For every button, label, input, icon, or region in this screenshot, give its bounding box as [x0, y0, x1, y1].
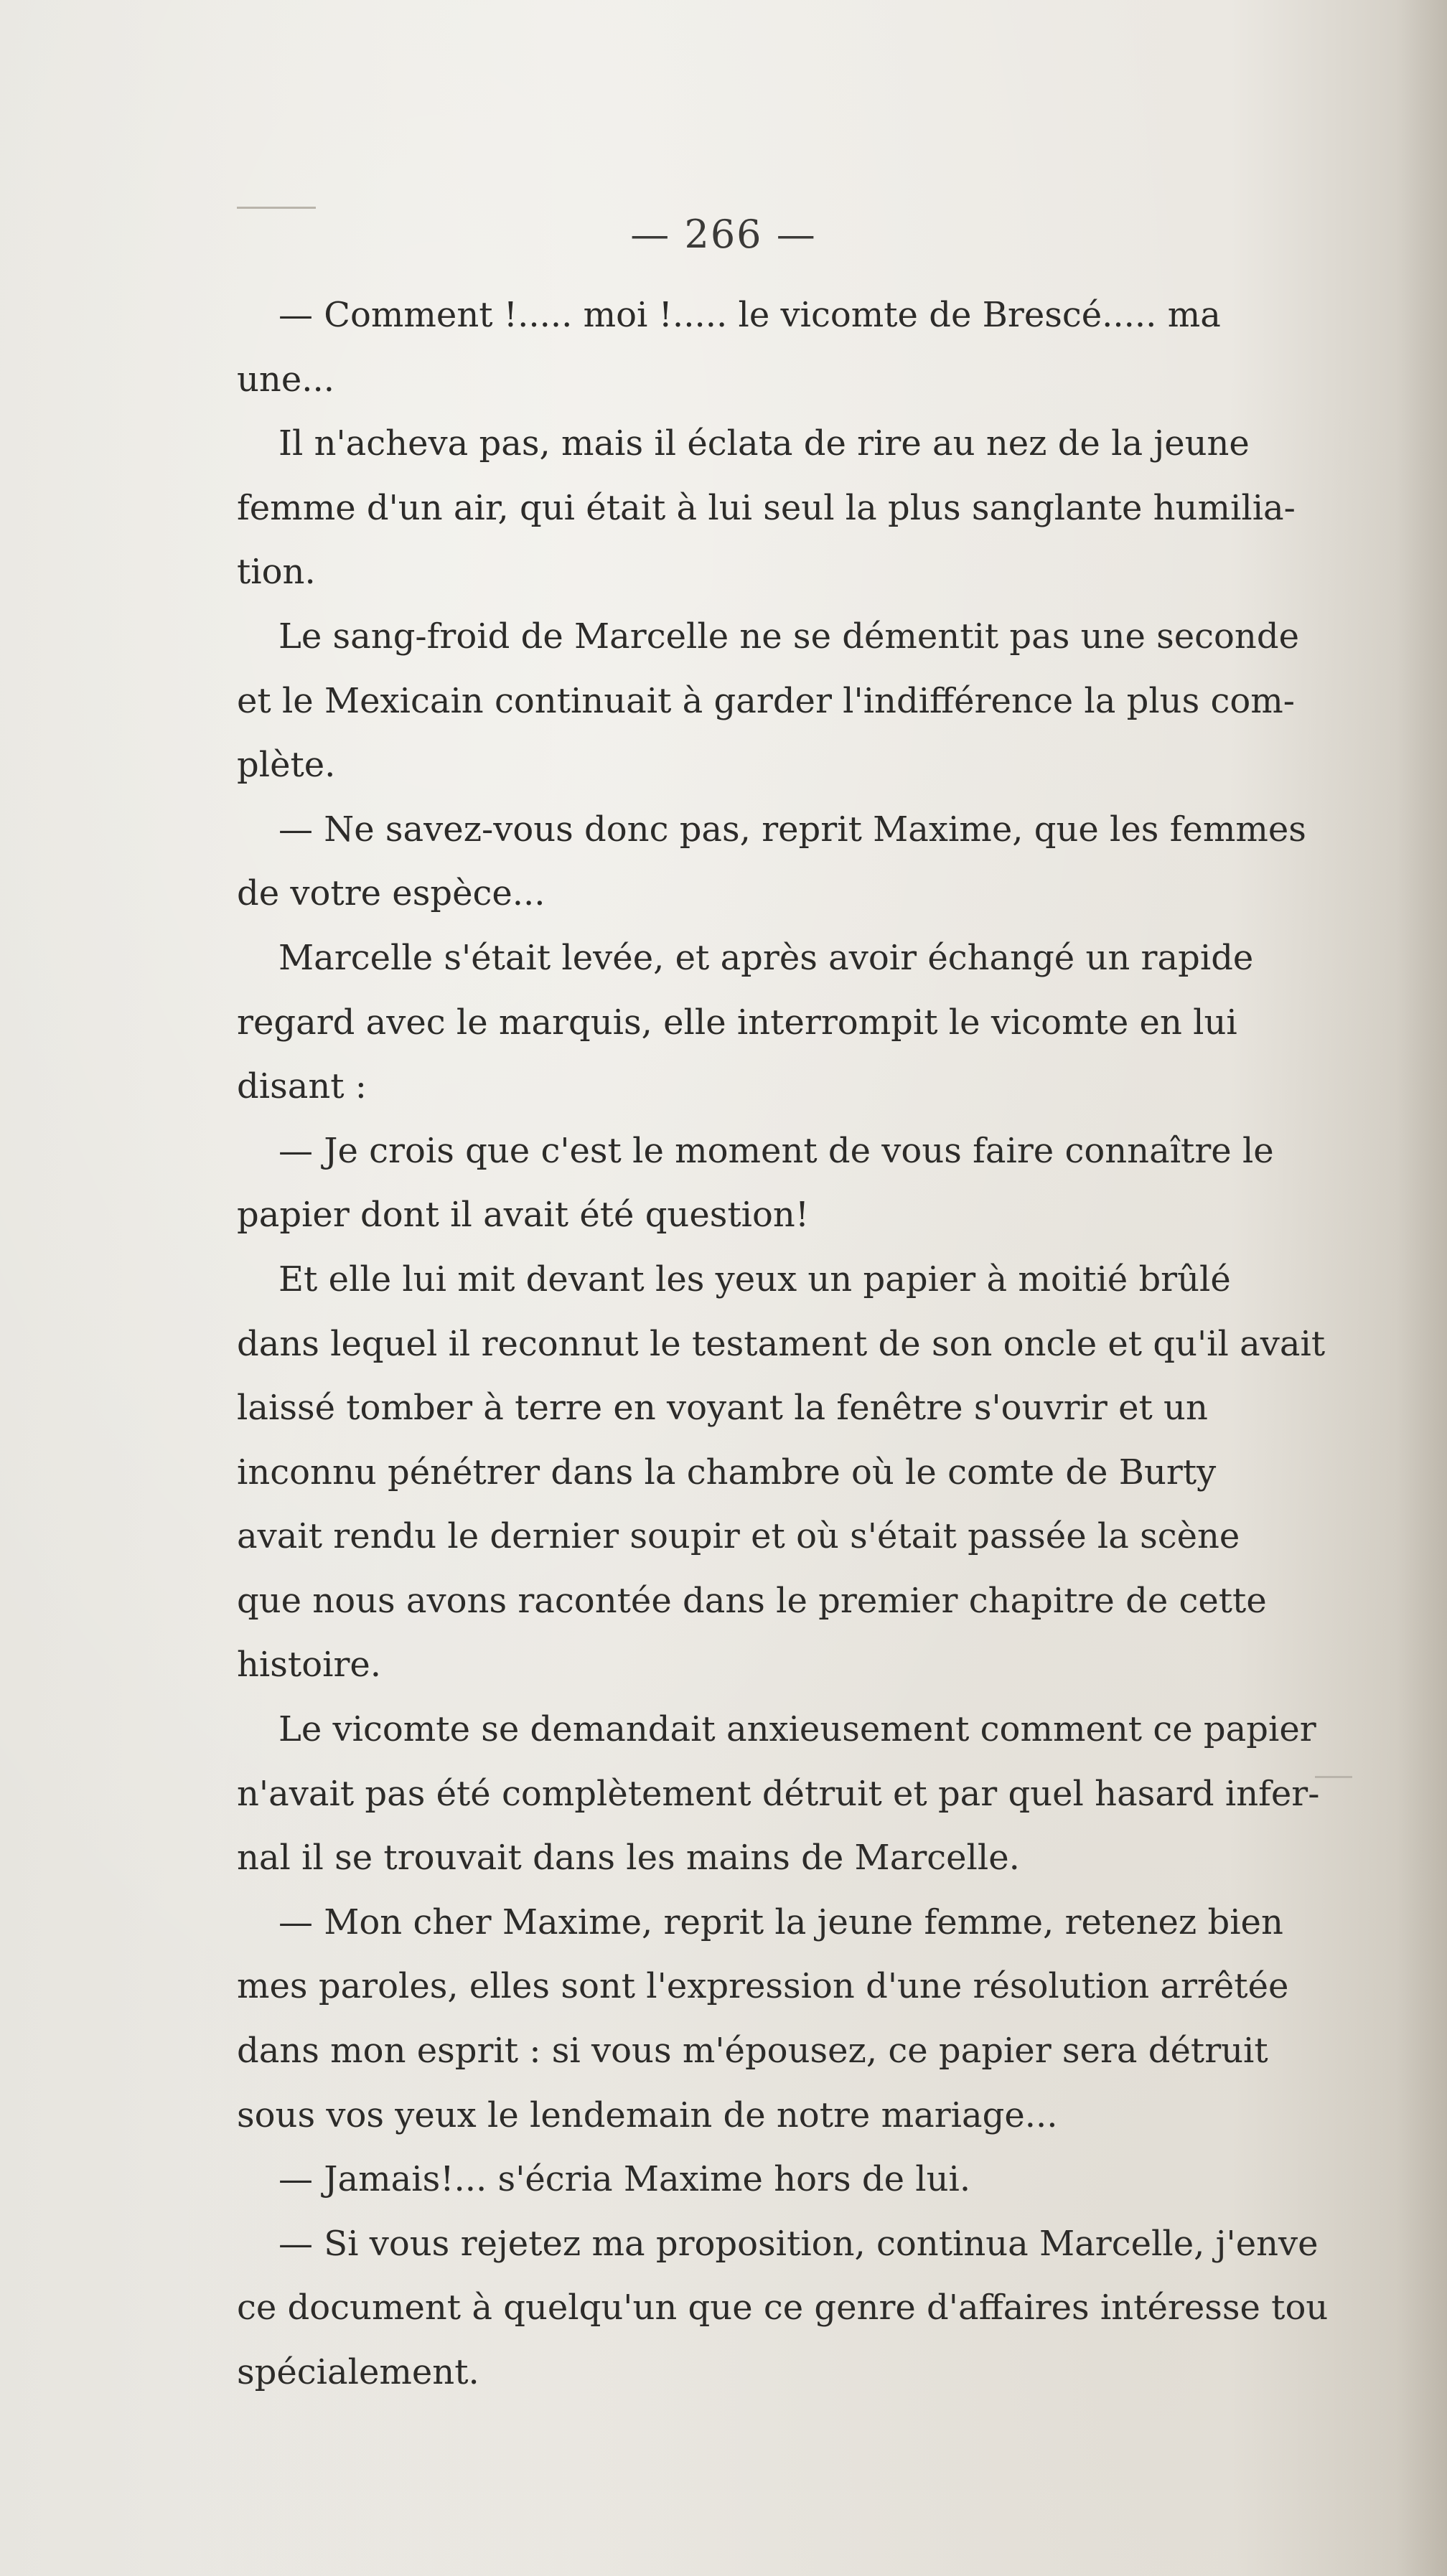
text-line: — Jamais!... s'écria Maxime hors de lui.: [278, 2159, 971, 2200]
text-line: plète.: [237, 745, 336, 786]
text-line: laissé tomber à terre en voyant la fenêtre s'ouvrir et un: [237, 1388, 1208, 1429]
text-line: inconnu pénétrer dans la chambre où le comte de Burty: [237, 1452, 1217, 1493]
text-line: Le vicomte se demandait anxieusement comment ce papier: [278, 1709, 1316, 1750]
text-line: — Mon cher Maxime, reprit la jeune femme, retenez bien: [278, 1902, 1283, 1942]
text-line: n'avait pas été complètement détruit et par quel hasard infer-: [237, 1773, 1320, 1814]
text-line: avait rendu le dernier soupir et où s'était passée la scène: [237, 1516, 1240, 1557]
text-line: papier dont il avait été question!: [237, 1195, 810, 1236]
text-line: Il n'acheva pas, mais il éclata de rire au nez de la jeune: [278, 423, 1250, 464]
text-line: ce document à quelqu'un que ce genre d'affaires intéresse tou: [237, 2288, 1329, 2328]
text-line: — Je crois que c'est le moment de vous faire connaître le: [278, 1130, 1274, 1171]
text-line: spécialement.: [237, 2352, 479, 2392]
text-line: femme d'un air, qui était à lui seul la plus sanglante humilia-: [237, 487, 1296, 528]
text-line: Marcelle s'était levée, et après avoir échangé un rapide: [278, 937, 1254, 978]
text-line: tion.: [237, 552, 316, 593]
text-line: mes paroles, elles sont l'expression d'une résolution arrêtée: [237, 1966, 1289, 2007]
text-line: — Comment !..... moi !..... le vicomte de Brescé..... ma: [278, 295, 1221, 335]
text-line: dans lequel il reconnut le testament de son oncle et qu'il avait: [237, 1323, 1326, 1364]
text-line: Le sang-froid de Marcelle ne se démentit pas une seconde: [278, 616, 1299, 657]
text-line: de votre espèce...: [237, 873, 545, 914]
text-line: sous vos yeux le lendemain de notre mariage...: [237, 2095, 1058, 2135]
text-line: nal il se trouvait dans les mains de Marcelle.: [237, 1838, 1020, 1879]
text-line: Et elle lui mit devant les yeux un papier à moitié brûlé: [278, 1259, 1231, 1299]
text-line: histoire.: [237, 1645, 382, 1686]
text-line: — Ne savez-vous donc pas, reprit Maxime, que les femmes: [278, 809, 1306, 850]
body-text: [237, 283, 1428, 2405]
page-number: — 266 —: [630, 212, 817, 257]
text-line: — Si vous rejetez ma proposition, continua Marcelle, j'enve: [278, 2223, 1319, 2264]
text-line: disant :: [237, 1066, 367, 1107]
text-line: dans mon esprit : si vous m'épousez, ce papier sera détruit: [237, 2031, 1268, 2072]
paper-mark: [237, 207, 316, 209]
text-line: regard avec le marquis, elle interrompit le vicomte en lui: [237, 1002, 1237, 1043]
text-line: une...: [237, 359, 335, 400]
text-line: et le Mexicain continuait à garder l'indifférence la plus com-: [237, 680, 1295, 721]
text-line: que nous avons racontée dans le premier chapitre de cette: [237, 1580, 1267, 1621]
